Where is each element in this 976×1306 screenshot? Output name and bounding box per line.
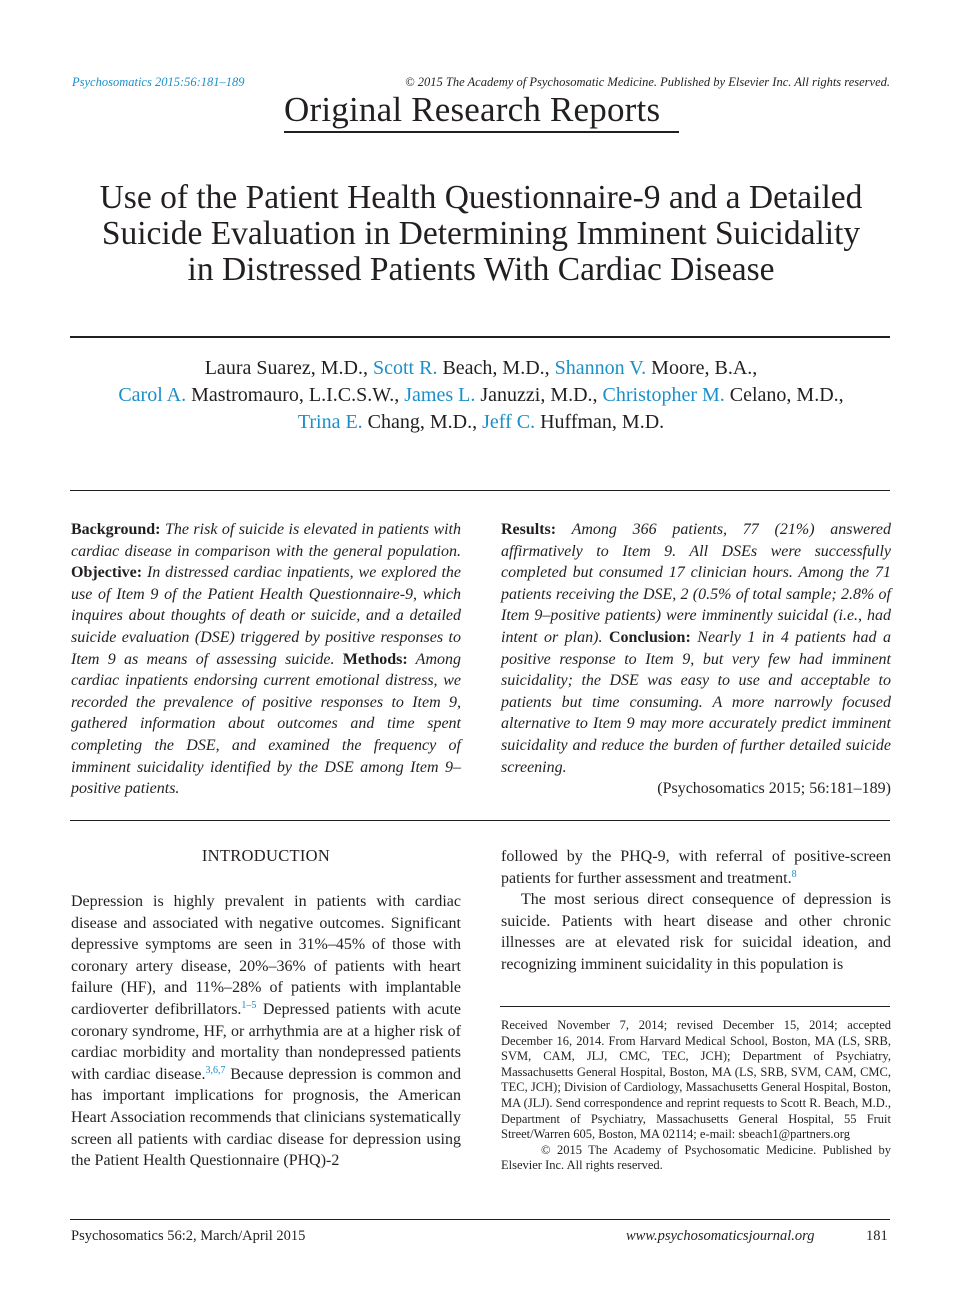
body-text: followed by the PHQ-9, with referral of positive-screen patients for further assessment and treatment. [501,848,891,887]
abstract-text: The risk of suicide is elevated in patients with cardiac disease in comparison with the general population. [71,521,461,560]
author-link[interactable]: Christopher M. [602,384,725,406]
footnote-received: Received November 7, 2014; revised December 15, 2014; accepted December 16, 2014. From Harvard Medical School, Boston, MA (LS, SRB, SVM, CAM, JLJ, CMC, TEC, JCH); Department of Psychiatry, Massachusetts General Hospital, Boston, MA (LS, SRB, SVM, CAM, CMC, TEC, JCH); Division of Cardiology, Massachusetts General Hospital, Boston, MA (JLJ). Send correspondence and reprint requests to Scott R. Beach, M.D., Department of Psychiatry, Massachusetts General Hospital, 55 Fruit Street/Warren 605, Boston, MA 02114; e-mail: sbeach1@partners.org [501,1018,891,1142]
footnote-divider [500,1006,890,1007]
title-line: Use of the Patient Health Questionnaire-9 and a Detailed [99,179,863,216]
abstract-label: Background: [71,521,161,538]
paragraph [501,846,891,889]
author-link[interactable]: Carol A. [118,384,187,406]
introduction-heading: INTRODUCTION [201,846,331,865]
author-name: Beach, M.D., [437,357,550,379]
body-left-column [71,891,461,1172]
page-number: 181 [866,1228,888,1244]
author-name: Mastromauro, L.I.C.S.W., [186,384,400,406]
footnote-copyright: © 2015 The Academy of Psychosomatic Medicine. Published by Elsevier Inc. All rights reserved. [501,1142,891,1173]
abstract-label: Methods: [342,650,408,668]
abstract-text: Among cardiac inpatients endorsing current emotional distress, we recorded the prevalence of positive responses to Item 9, gathered information about outcomes and time spent completing the DSE, and examined the frequency of imminent suicidality identified by the DSE among Item 9–positive patients. [71,650,461,798]
footer-issue: Psychosomatics 56:2, March/April 2015 [71,1228,306,1244]
abstract-label: Objective: [71,564,143,582]
reference-link[interactable]: 3,6,7 [205,1064,226,1076]
author-name: Januzzi, M.D., [475,384,598,406]
author-name: Moore, B.A., [646,357,758,379]
body-text: Depression is highly prevalent in patients with cardiac disease and associated with negative outcomes. Significant depressive symptoms are seen in 31%–45% of those with coronary artery disease, 20%–36% of patients with heart failure (HF), and 11%–28% of patients with implantable cardioverter defibrillators. [71,893,461,1018]
author-link[interactable]: Jeff C. [482,411,536,433]
section-underline [284,131,679,133]
author-link[interactable]: Scott R. [373,357,438,379]
author-name: Chang, M.D., [362,411,478,433]
article-title [60,180,902,288]
divider [70,336,890,338]
section-heading: Original Research Reports [284,90,661,129]
reference-link[interactable]: 1–5 [241,999,257,1011]
abstract-text: Among 366 patients, 77 (21%) answered affirmatively to Item 9. All DSEs were successfully completed but consumed 17 clinician hours. Among the 71 patients receiving the DSE, 2 (0.5% of total sample; 2.8% of Item 9–positive patients) were imminently suicidal (i.e., had intent or plan). [501,521,891,646]
author-name: Celano, M.D., [724,384,844,406]
body-right-column [501,846,891,976]
abstract-text: In distressed cardiac inpatients, we explored the use of Item 9 of the Patient Health Questionnaire-9, which inquires about thoughts of death or suicide, and a detailed suicide evaluation (DSE) triggered by positive responses to Item 9 as means of assessing suicide. [71,564,461,668]
abstract-label: Results: [501,521,557,538]
author-link[interactable]: Trina E. [297,411,363,433]
reference-link[interactable]: 8 [791,868,797,880]
author-name: Laura Suarez, M.D., [204,357,368,379]
author-name: Huffman, M.D. [535,411,665,433]
footnote [501,1018,891,1174]
footer-divider [70,1219,890,1220]
author-link[interactable]: James L. [404,384,476,406]
body-text: Because depression is common and has important implications for prognosis, the American Heart Association recommends that clinicians systematically screen all patients with cardiac disease for depression using the Patient Health Questionnaire (PHQ)-2 [71,1065,462,1170]
journal-reference[interactable]: Psychosomatics 2015:56:181–189 [72,75,245,89]
author-list [60,355,902,436]
divider [70,820,890,821]
abstract-right-column [501,519,891,800]
title-line: in Distressed Patients With Cardiac Disease [187,251,775,288]
abstract-left-column [71,519,461,800]
author-link[interactable]: Shannon V. [554,357,647,379]
footer-url[interactable]: www.psychosomaticsjournal.org [626,1228,815,1244]
paragraph: The most serious direct consequence of depression is suicide. Patients with heart disease and other chronic illnesses are at elevated risk for suicidal ideation, and recognizing imminent suicidality in this population is [501,891,891,973]
copyright-header: © 2015 The Academy of Psychosomatic Medicine. Published by Elsevier Inc. All rights reserved. [405,75,890,89]
abstract-label: Conclusion: [608,628,691,646]
title-line: Suicide Evaluation in Determining Imminent Suicidality [101,215,861,252]
abstract-citation: (Psychosomatics 2015; 56:181–189) [657,780,891,798]
divider [70,490,890,491]
body-text: Depressed patients with acute coronary syndrome, HF, or arrhythmia are at a higher risk of cardiac morbidity and mortality than nondepressed patients with cardiac disease. [71,1000,461,1083]
abstract-text: Nearly 1 in 4 patients had a positive response to Item 9, but very few had imminent suicidality; the DSE was easy to use and acceptable to patients but time consuming. A more narrowly focused alternative to Item 9 may more accurately predict imminent suicidality and reduce the burden of further detailed suicide screening. [501,628,892,776]
